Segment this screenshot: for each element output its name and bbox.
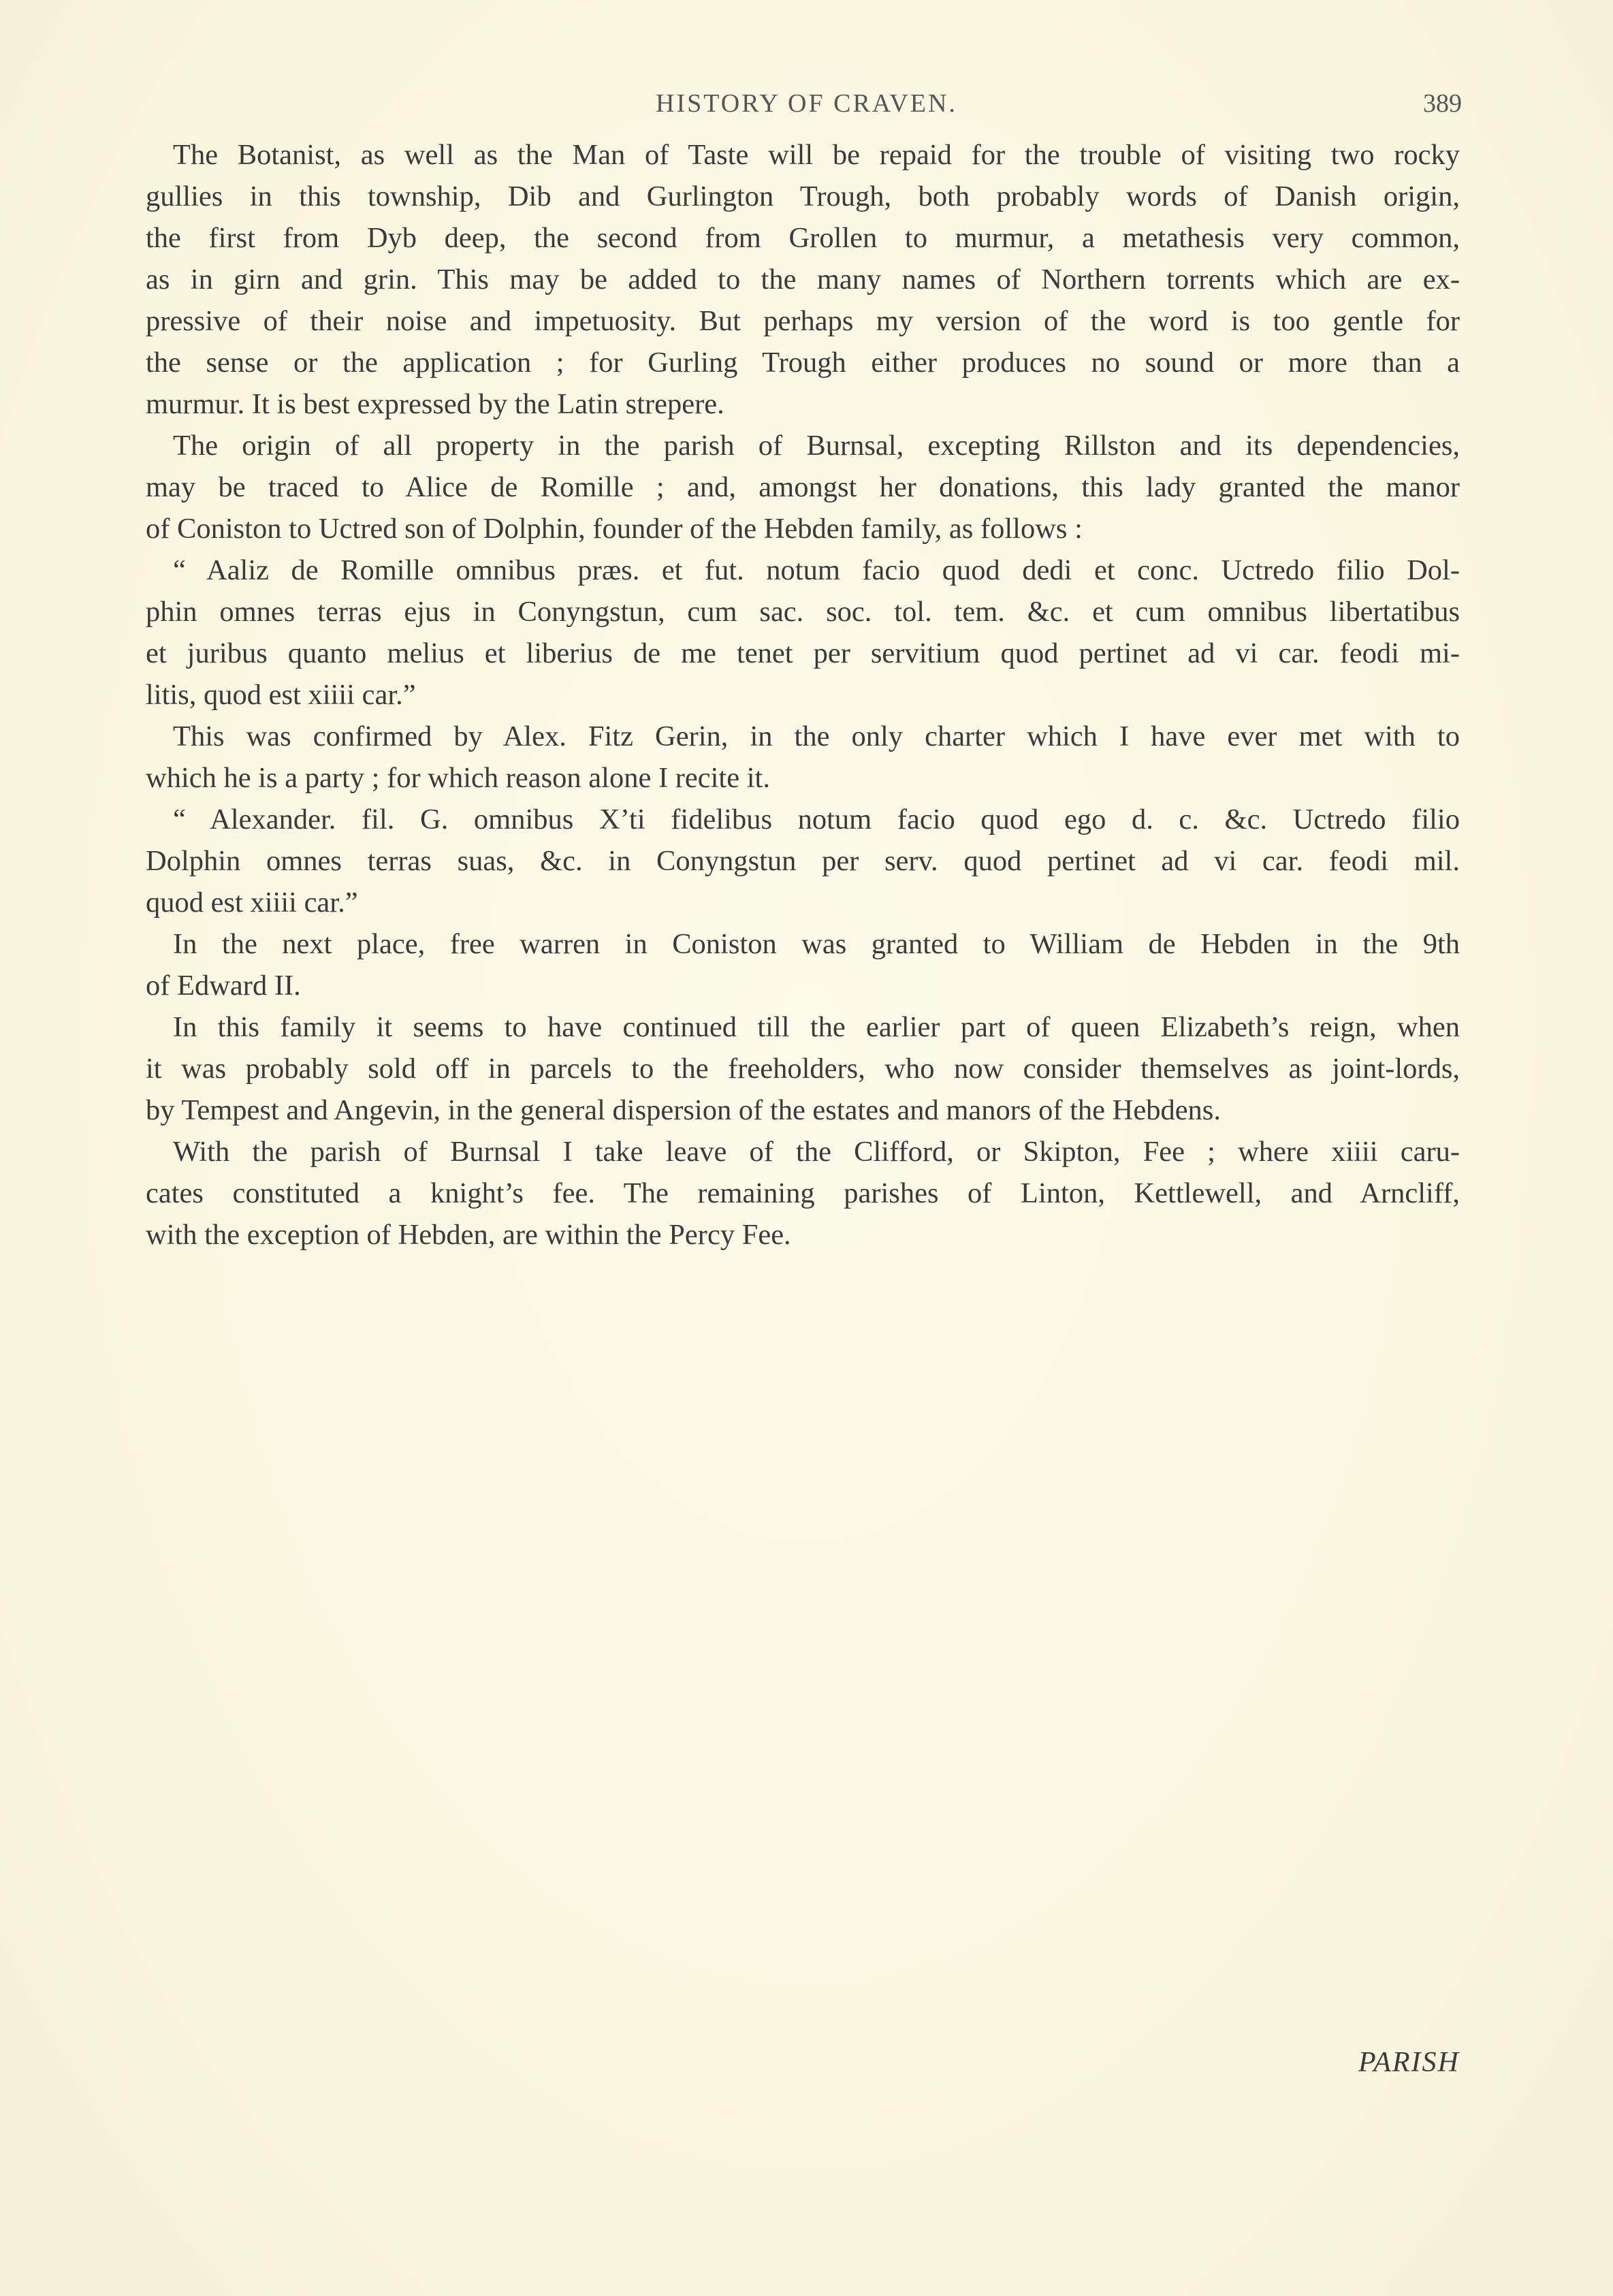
text-line: as in girn and grin. This may be added to the many names of Northern torrents which are ex- [146, 264, 1460, 296]
text-line: “ Alexander. fil. G. omnibus X’ti fidelibus notum facio quod ego d. c. &c. Uctredo filio [173, 803, 1460, 835]
text-line: The origin of all property in the parish of Burnsal, excepting Rillston and its dependencies, [173, 430, 1460, 462]
text-line: the first from Dyb deep, the second from Grollen to murmur, a metathesis very common, [146, 222, 1460, 254]
body-text [146, 134, 1460, 1256]
text-line: murmur. It is best expressed by the Latin strepere. [146, 388, 724, 420]
text-line: by Tempest and Angevin, in the general dispersion of the estates and manors of the Hebdens. [146, 1094, 1221, 1126]
text-line: The Botanist, as well as the Man of Taste will be repaid for the trouble of visiting two rocky [173, 139, 1460, 171]
text-line: cates constituted a knight’s fee. The remaining parishes of Linton, Kettlewell, and Arncliff, [146, 1177, 1460, 1209]
text-line: Dolphin omnes terras suas, &c. in Conyngstun per serv. quod pertinet ad vi car. feodi mil. [146, 845, 1460, 877]
text-line: With the parish of Burnsal I take leave of the Clifford, or Skipton, Fee ; where xiiii caru- [173, 1136, 1460, 1168]
text-line: with the exception of Hebden, are within the Percy Fee. [146, 1219, 791, 1251]
running-head [0, 89, 1613, 129]
text-line: it was probably sold off in parcels to the freeholders, who now consider themselves as joint-lords, [146, 1053, 1460, 1085]
text-line: et juribus quanto melius et liberius de me tenet per servitium quod pertinet ad vi car. feodi mi- [146, 637, 1460, 669]
catchword: PARISH [1358, 2047, 1460, 2078]
text-line: pressive of their noise and impetuosity. But perhaps my version of the word is too gentle for [146, 305, 1460, 337]
text-line: of Coniston to Uctred son of Dolphin, founder of the Hebden family, as follows : [146, 513, 1083, 545]
text-line: gullies in this township, Dib and Gurlington Trough, both probably words of Danish origin, [146, 180, 1460, 212]
text-line: “ Aaliz de Romille omnibus præs. et fut. notum facio quod dedi et conc. Uctredo filio Dol- [173, 554, 1460, 586]
text-line: phin omnes terras ejus in Conyngstun, cum sac. soc. tol. tem. &c. et cum omnibus libertatibus [146, 596, 1460, 628]
text-line: litis, quod est xiiii car.” [146, 679, 416, 711]
text-line: of Edward II. [146, 970, 301, 1002]
text-line: the sense or the application ; for Gurling Trough either produces no sound or more than a [146, 347, 1460, 379]
text-line: In the next place, free warren in Coniston was granted to William de Hebden in the 9th [173, 928, 1460, 960]
page-title: HISTORY OF CRAVEN. [656, 89, 957, 118]
text-line: This was confirmed by Alex. Fitz Gerin, in the only charter which I have ever met with to [173, 720, 1460, 752]
page-number: 389 [1423, 89, 1462, 118]
text-line: In this family it seems to have continued till the earlier part of queen Elizabeth’s reign, when [173, 1011, 1460, 1043]
text-line: quod est xiiii car.” [146, 887, 358, 919]
text-line: may be traced to Alice de Romille ; and, amongst her donations, this lady granted the manor [146, 471, 1460, 503]
text-line: which he is a party ; for which reason alone I recite it. [146, 762, 770, 794]
